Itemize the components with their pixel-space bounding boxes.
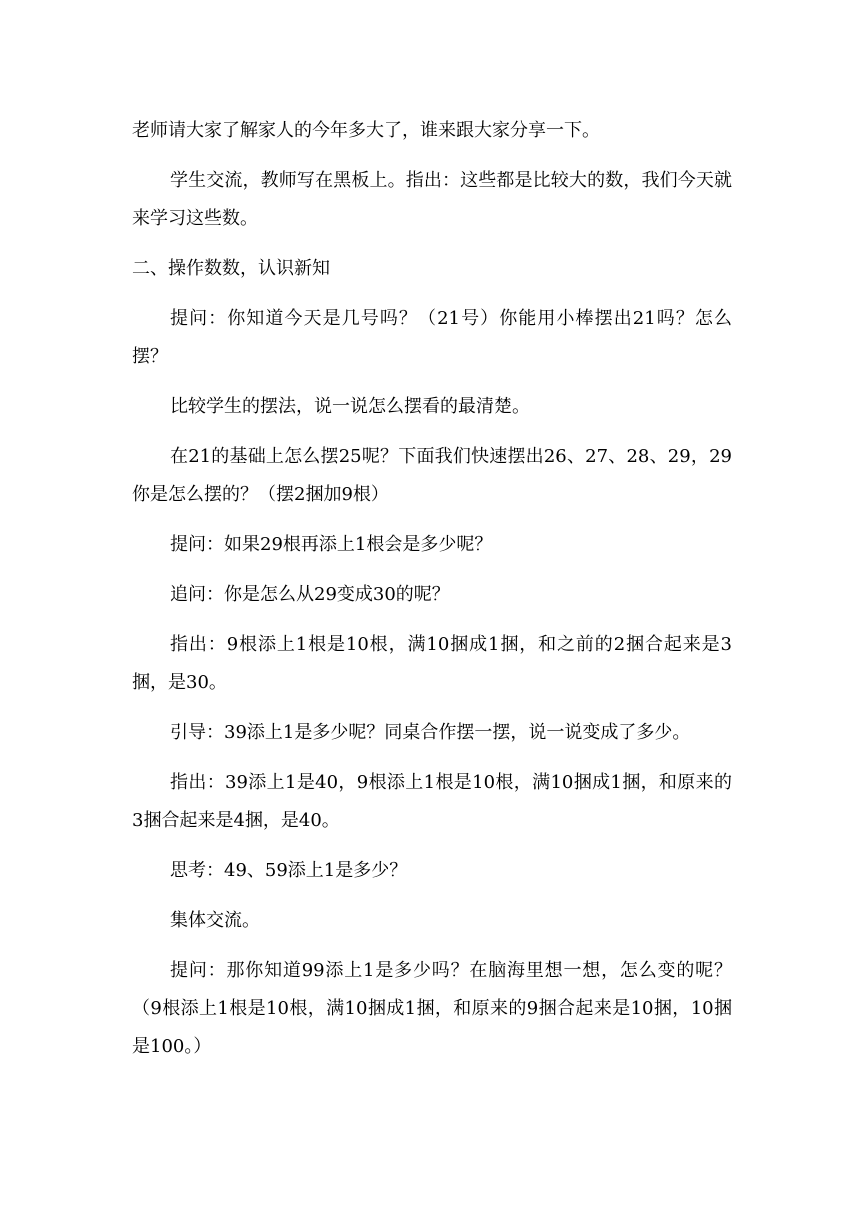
paragraph-6: 提问：如果29根再添上1根会是多少呢？ (170, 534, 493, 555)
section-heading: 二、操作数数，认识新知 (132, 258, 330, 279)
paragraph-13: 提问：那你知道99添上1是多少吗？在脑海里想一想，怎么变的呢？（9根添上1根是10根，满10捆成1捆，和原来的9捆合起来是10捆，10捆是100。） (132, 960, 732, 1057)
paragraph-10: 指出：39添上1是40，9根添上1根是10根，满10捆成1捆，和原来的3捆合起来是4捆，是40。 (132, 772, 732, 831)
paragraph-1: 老师请大家了解家人的今年多大了，谁来跟大家分享一下。 (132, 120, 600, 141)
paragraph-2: 学生交流，教师写在黑板上。指出：这些都是比较大的数，我们今天就来学习这些数。 (132, 170, 732, 229)
document-body (132, 112, 732, 1078)
paragraph-8: 指出：9根添上1根是10根，满10捆成1捆，和之前的2捆合起来是3捆，是30。 (132, 634, 732, 693)
paragraph-12: 集体交流。 (170, 910, 260, 931)
paragraph-9: 引导：39添上1是多少呢？同桌合作摆一摆，说一说变成了多少。 (170, 722, 691, 743)
paragraph-3: 提问：你知道今天是几号吗？（21号）你能用小棒摆出21吗？怎么摆？ (132, 308, 732, 367)
paragraph-7: 追问：你是怎么从29变成30的呢？ (170, 584, 450, 605)
paragraph-11: 思考：49、59添上1是多少？ (170, 860, 408, 881)
paragraph-5: 在21的基础上怎么摆25呢？下面我们快速摆出26、27、28、29，29你是怎么摆的？（摆2捆加9根） (132, 446, 732, 505)
paragraph-4: 比较学生的摆法，说一说怎么摆看的最清楚。 (170, 396, 530, 417)
